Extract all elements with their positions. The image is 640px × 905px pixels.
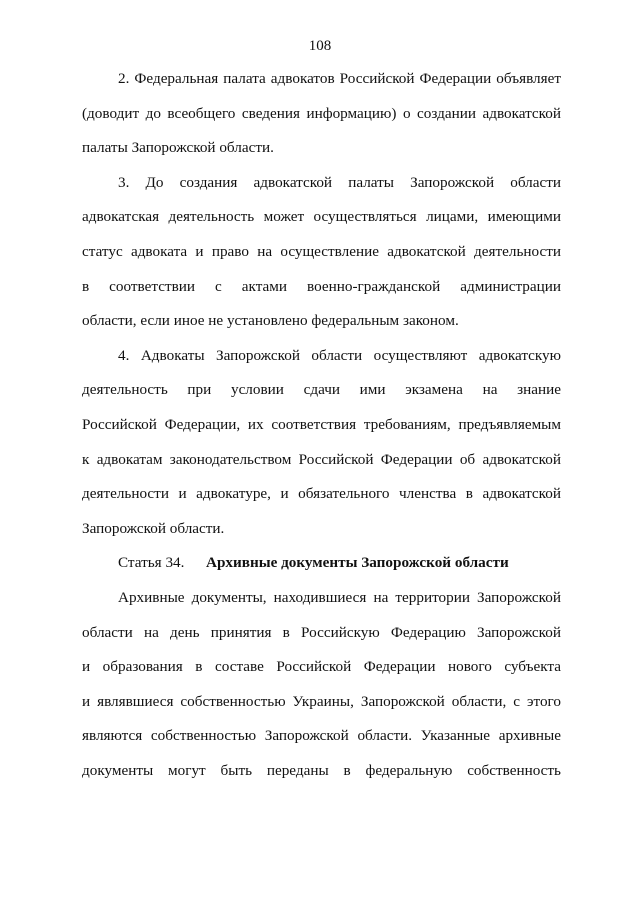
text-line: адвокатская деятельность может осуществляться лицами, имеющими bbox=[82, 208, 561, 226]
text-line: (доводит до всеобщего сведения информацию) о создании адвокатской bbox=[82, 104, 561, 122]
text-line: документы могут быть переданы в федеральную собственность bbox=[82, 761, 561, 779]
article-label: Статья 34. bbox=[118, 554, 185, 572]
text-line: в соответствии с актами военно-гражданской администрации bbox=[82, 277, 561, 295]
document-body bbox=[82, 62, 561, 788]
text-line: Архивные документы, находившиеся на территории Запорожской bbox=[118, 588, 561, 606]
text-line: к адвокатам законодательством Российской Федерации об адвокатской bbox=[82, 450, 561, 468]
text-line: и образования в составе Российской Федерации нового субъекта bbox=[82, 658, 561, 676]
text-line: и являвшиеся собственностью Украины, Запорожской области, с этого bbox=[82, 692, 561, 710]
text-line: 2. Федеральная палата адвокатов Российской Федерации объявляет bbox=[118, 70, 561, 87]
text-line: области на день принятия в Российскую Федерацию Запорожской bbox=[82, 623, 561, 641]
text-line: Российской Федерации, их соответствия требованиям, предъявляемым bbox=[82, 415, 561, 433]
text-line: Запорожской области. bbox=[82, 519, 225, 537]
text-line: статус адвоката и право на осуществление адвокатской деятельности bbox=[82, 242, 561, 260]
text-line: 3. До создания адвокатской палаты Запорожской области bbox=[118, 173, 561, 191]
text-line: деятельности и адвокатуре, и обязательного членства в адвокатской bbox=[82, 485, 561, 503]
article-title: Архивные документы Запорожской области bbox=[206, 554, 509, 572]
text-line: палаты Запорожской области. bbox=[82, 139, 274, 157]
page-number: 108 bbox=[308, 38, 332, 54]
text-line: области, если иное не установлено федеральным законом. bbox=[82, 312, 459, 330]
article-heading bbox=[82, 546, 561, 581]
text-line: являются собственностью Запорожской области. Указанные архивные bbox=[82, 727, 561, 745]
text-line: 4. Адвокаты Запорожской области осуществляют адвокатскую bbox=[118, 346, 561, 364]
text-line: деятельность при условии сдачи ими экзамена на знание bbox=[82, 381, 561, 399]
